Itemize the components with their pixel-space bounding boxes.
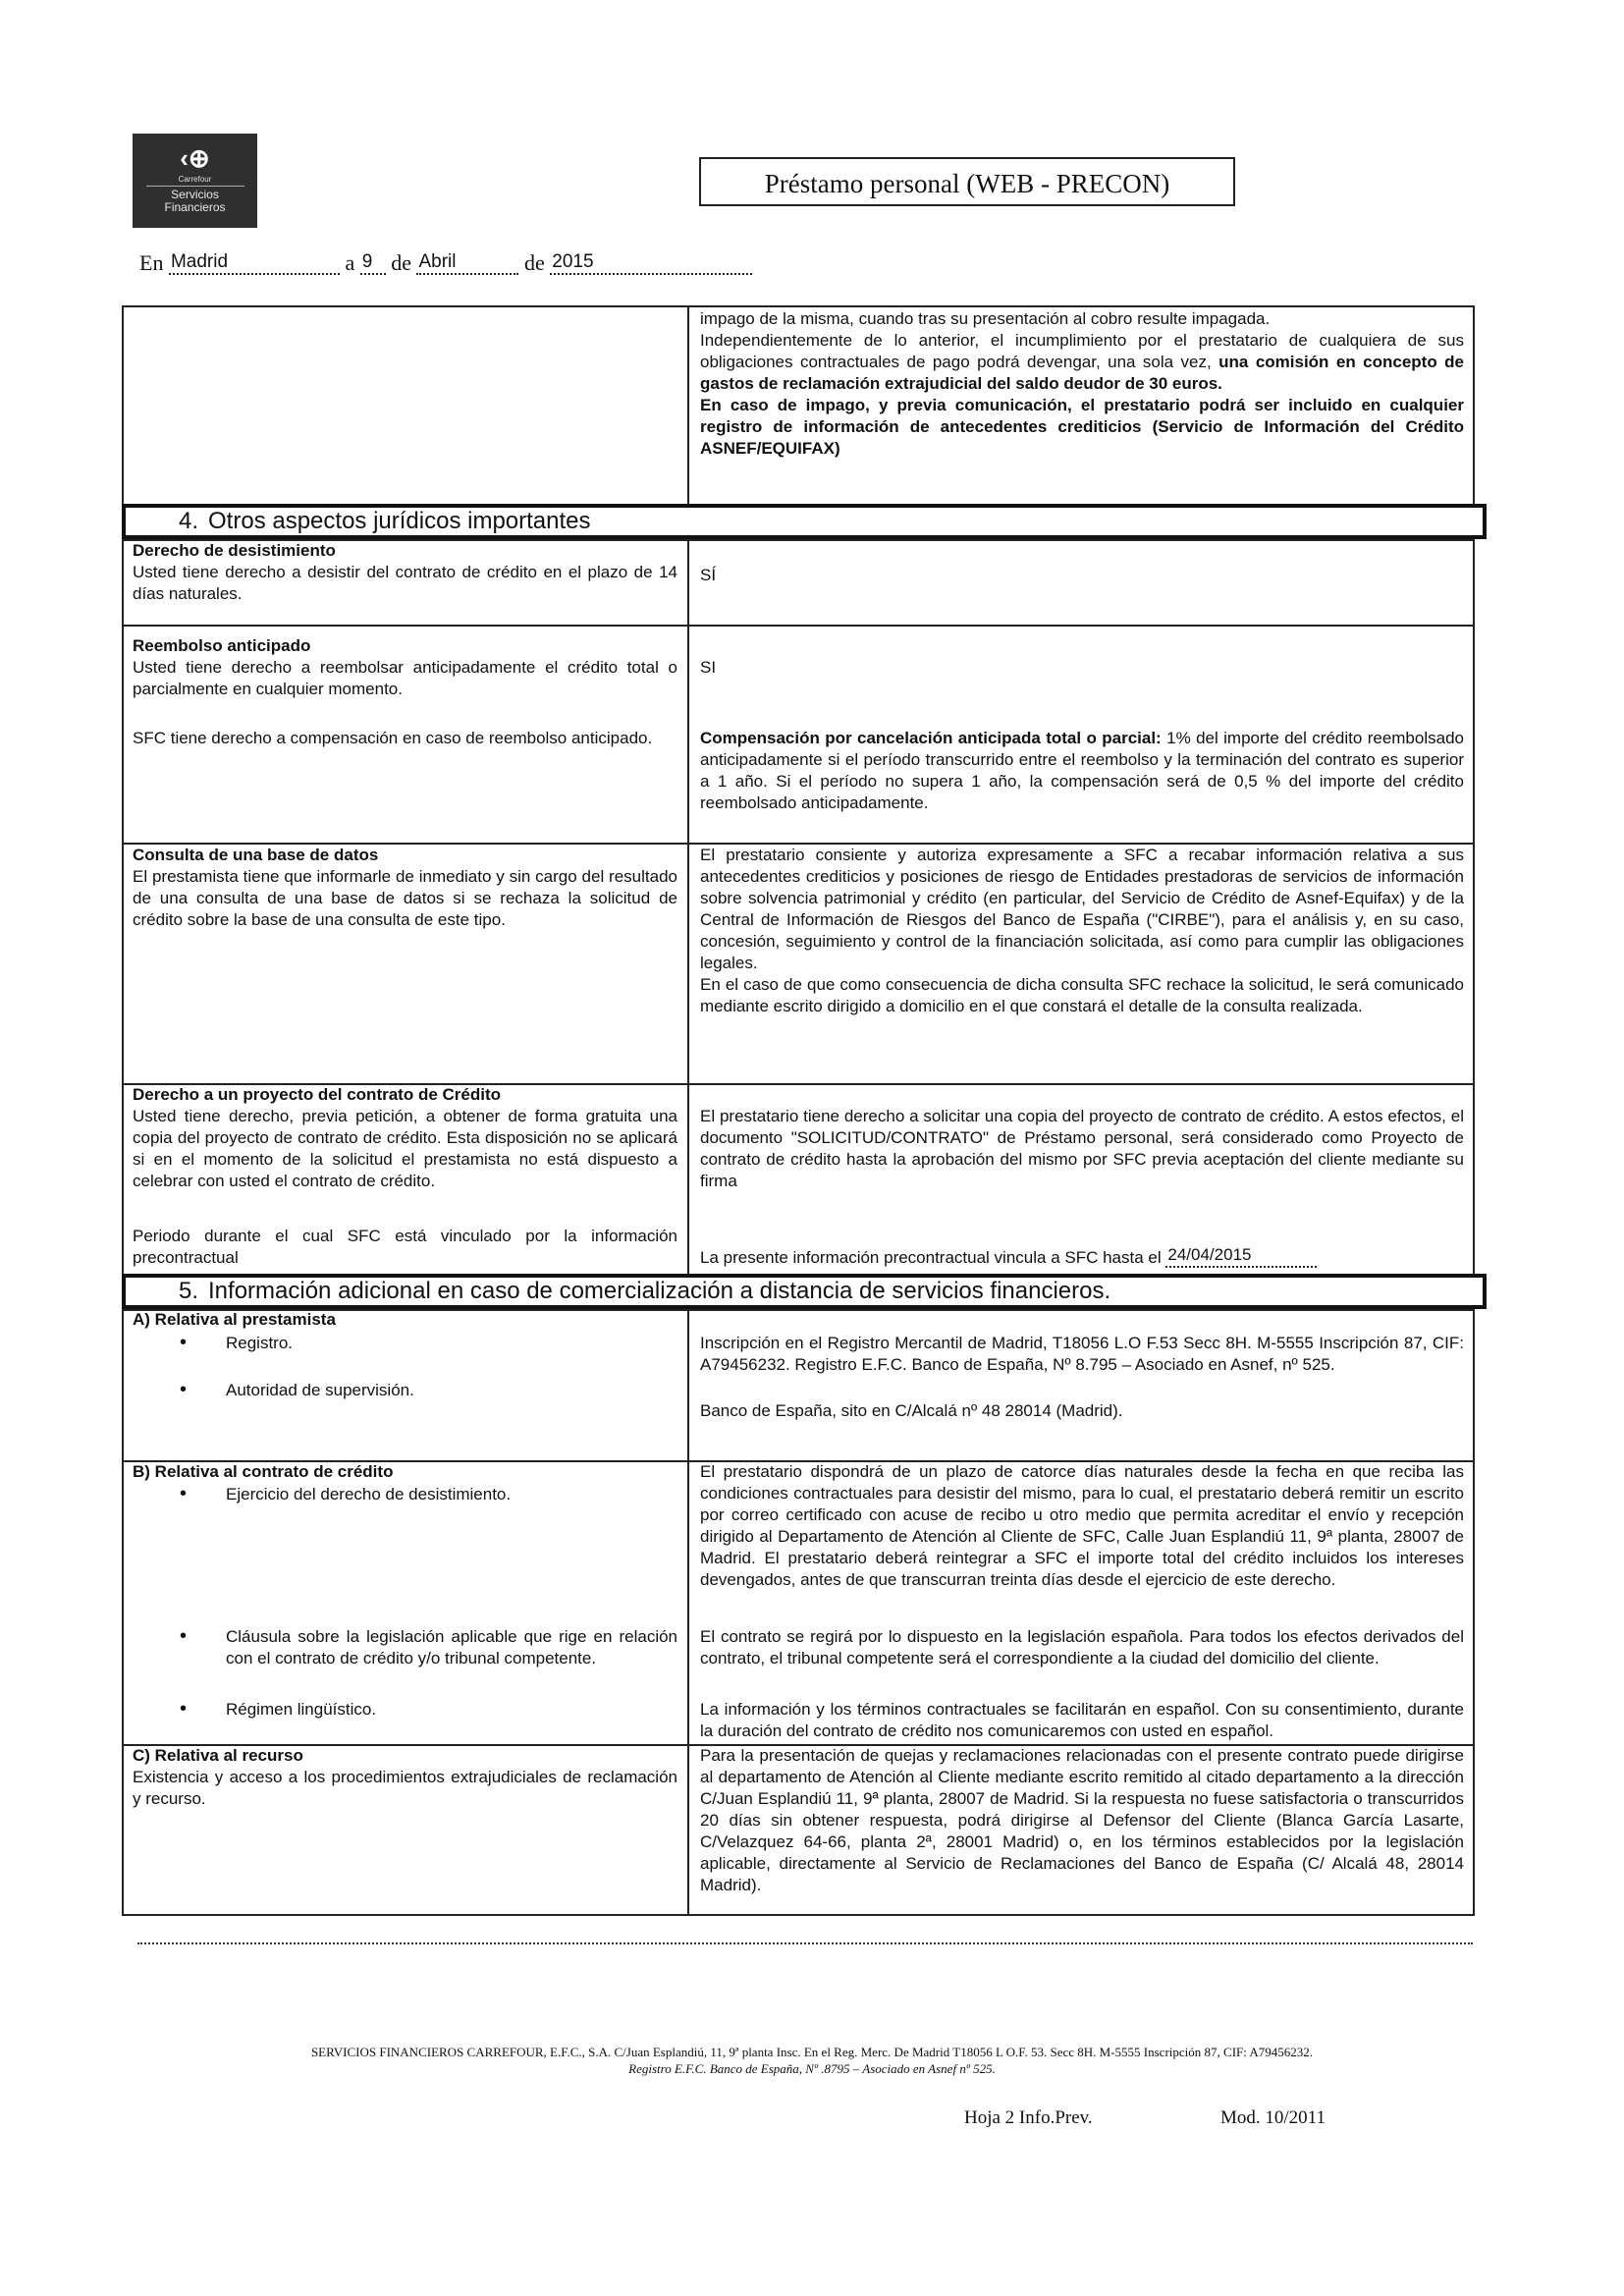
desistimiento-label: Ejercicio del derecho de desistimiento.	[226, 1485, 512, 1503]
consulta-heading: Consulta de una base de datos	[133, 846, 379, 864]
section5-header	[122, 1274, 1487, 1309]
proyecto-cell	[133, 1084, 677, 1192]
year-field[interactable]: 2015	[550, 251, 752, 275]
desistimiento-heading: Derecho de desistimiento	[133, 541, 336, 560]
compensation-detail: 1% del importe del crédito reembolsado anticipadamente si el período transcurrido entre el reembolso y la terminación del contrato es superior a 1 año. Si el período no supera 1 año, la compensación será de 0,5 % del importe del crédito reembolsado anticipadamente.	[700, 729, 1464, 812]
top-line3-bold: En caso de impago, y previa comunicación, el prestatario podrá ser incluido en cualquier registro de información de antecedentes crediticios (Servicio de Información del Crédito ASNEF/EQUIFAX)	[700, 396, 1464, 458]
top-block-text	[700, 308, 1464, 460]
section4-number: 4.	[179, 508, 199, 534]
logo-line1: Servicios	[171, 188, 219, 201]
legislacion-label: Cláusula sobre la legislación aplicable que rige en relación con el contrato de crédito y/o tribunal competente.	[226, 1627, 677, 1667]
reembolso-heading: Reembolso anticipado	[133, 636, 311, 655]
logo-line2: Financieros	[164, 200, 226, 214]
carrefour-logo	[133, 134, 257, 228]
month-field[interactable]: Abril	[416, 251, 518, 275]
section5b-item1: • Ejercicio del derecho de desistimiento.	[180, 1483, 512, 1504]
section4-title: Otros aspectos jurídicos importantes	[208, 508, 591, 534]
top-line2-plain: Independientemente de lo anterior, el incumplimiento por el prestatario de cualquiera de sus obligaciones contractuales de pago podrá devengar, una sola vez,	[700, 331, 1464, 371]
compensation-text	[700, 728, 1464, 814]
compensation-bold: Compensación por cancelación anticipada total o parcial:	[700, 729, 1162, 747]
document-title: Préstamo personal (WEB - PRECON)	[699, 157, 1235, 206]
city-field[interactable]: Madrid	[169, 251, 340, 275]
proyecto-right: El prestatario tiene derecho a solicitar una copia del proyecto de contrato de crédito. A estos efectos, el documento "SOLICITUD/CONTRATO" de Préstamo personal, será considerado como Proyecto de contrato de crédito hasta la aprobación del mismo por SFC previa aceptación del cliente mediante su firma	[700, 1107, 1464, 1190]
desistimiento-cell	[133, 540, 677, 605]
desistimiento-text: Usted tiene derecho a desistir del contrato de crédito en el plazo de 14 días naturales.	[133, 563, 677, 603]
section5-title: Información adicional en caso de comercialización a distancia de servicios financieros.	[208, 1278, 1111, 1304]
section5b-right2: El contrato se regirá por lo dispuesto en la legislación española. Para todos los efectos derivados del contrato, el tribunal competente será el correspondiente a la ciudad del domicilio del cliente.	[700, 1627, 1464, 1667]
section5b-item3: • Régimen lingüístico.	[180, 1698, 377, 1720]
date-prefix: En	[139, 250, 164, 275]
sfc-compensation-text: SFC tiene derecho a compensación en caso de reembolso anticipado.	[133, 729, 653, 747]
section5a-right1: Inscripción en el Registro Mercantil de Madrid, T18056 L.O F.53 Secc 8H. M-5555 Inscripción 87, CIF: A79456232. Registro E.F.C. Banco de España, Nº 8.795 – Asociado en Asnef, nº 525.	[700, 1334, 1464, 1374]
section5b-item2: • Cláusula sobre la legislación aplicable que rige en relación con el contrato de crédito y/o tribunal competente.	[180, 1625, 677, 1667]
registro-label: Registro.	[226, 1334, 294, 1352]
periodo-right	[700, 1247, 1317, 1271]
periodo-text: Periodo durante el cual SFC está vinculado por la información precontractual	[133, 1227, 677, 1267]
regimen-label: Régimen lingüístico.	[226, 1700, 377, 1719]
reembolso-text: Usted tiene derecho a reembolsar anticipadamente el crédito total o parcialmente en cualquier momento.	[133, 658, 677, 698]
section5c-cell	[133, 1745, 677, 1810]
date-de1: de	[391, 250, 411, 275]
dotted-divider	[137, 1942, 1473, 1944]
section5a-heading: A) Relativa al prestamista	[133, 1310, 336, 1329]
proyecto-text: Usted tiene derecho, previa petición, a obtener de forma gratuita una copia del proyecto de contrato de crédito. Esta disposición no se aplicará si en el momento de la solicitud el prestamista no está dispuesto a celebrar con usted el contrato de crédito.	[133, 1107, 677, 1190]
section4-header	[122, 504, 1487, 539]
consulta-cell	[133, 845, 677, 931]
top-line2-bold: una comisión en concepto de gastos de reclamación extrajudicial del saldo deudor de 30 euros.	[700, 353, 1464, 393]
reembolso-cell	[133, 635, 677, 700]
section5b-right3: La información y los términos contractuales se facilitarán en español. Con su consentimiento, durante la duración del contrato de crédito nos comunicaremos con usted en español.	[700, 1700, 1464, 1740]
model-indicator: Mod. 10/2011	[1220, 2107, 1326, 2128]
date-line	[139, 250, 752, 278]
periodo-date-field[interactable]: 24/04/2015	[1165, 1244, 1317, 1268]
reembolso-value: SI	[700, 658, 717, 677]
section5b-heading: B) Relativa al contrato de crédito	[133, 1462, 394, 1481]
carrefour-logo-icon: ‹⊕	[180, 143, 210, 173]
desistimiento-value: SÍ	[700, 566, 717, 584]
consulta-text: El prestamista tiene que informarle de inmediato y sin cargo del resultado de una consulta de una base de datos si se rechaza la solicitud de crédito sobre la base de una consulta de este tipo.	[133, 867, 677, 929]
day-field[interactable]: 9	[360, 251, 386, 275]
autoridad-label: Autoridad de supervisión.	[226, 1381, 414, 1399]
top-line1: impago de la misma, cuando tras su presentación al cobro resulte impagada.	[700, 309, 1271, 328]
section5b-right1: El prestatario dispondrá de un plazo de catorce días naturales desde la fecha en que reciba las condiciones contractuales para desistir del mismo, para lo cual, el prestatario deberá remitir un escrito por correo certificado con acuse de recibo u otro medio que permita acreditar el envío y recepción dirigido al Departamento de Atención al Cliente de SFC, Calle Juan Esplandiú 11, 9ª planta, 28007 de Madrid. El prestatario deberá reintegrar a SFC el importe total del crédito incluidos los intereses devengados, antes de que transcurran treinta días desde el ejercicio de este derecho.	[700, 1462, 1464, 1589]
consulta-right1: El prestatario consiente y autoriza expresamente a SFC a recabar información relativa a sus antecedentes crediticios y posiciones de riesgo de Entidades prestadoras de servicios de información sobre solvencia patrimonial y crédito (en particular, del Servicio de Crédito de Asnef-Equifax) y de la Central de Información de Riesgos del Banco de España ("CIRBE"), para el análisis y, en su caso, concesión, seguimiento y control de la financiación solicitada, así como para cumplir las obligaciones legales.	[700, 846, 1464, 972]
page-indicator: Hoja 2 Info.Prev.	[964, 2107, 1093, 2128]
periodo-right-text: La presente información precontractual vincula a SFC hasta el	[700, 1248, 1162, 1267]
section5a-item2: • Autoridad de supervisión.	[180, 1379, 414, 1400]
footer-company-line1: SERVICIOS FINANCIEROS CARREFOUR, E.F.C., S.A. C/Juan Esplandiú, 11, 9ª planta Insc. En el Reg. Merc. De Madrid T18056 L O.F. 53. Secc 8H. M-5555 Inscripción 87, CIF: A79456232.	[310, 2045, 1314, 2059]
proyecto-heading: Derecho a un proyecto del contrato de Crédito	[133, 1085, 502, 1104]
logo-brand: Carrefour	[178, 175, 212, 184]
section5c-heading: C) Relativa al recurso	[133, 1746, 303, 1765]
section5c-text: Existencia y acceso a los procedimientos extrajudiciales de reclamación y recurso.	[133, 1768, 677, 1808]
date-a: a	[345, 250, 355, 275]
consulta-right2: En el caso de que como consecuencia de dicha consulta SFC rechace la solicitud, le será comunicado mediante escrito dirigido a domicilio en el que constará el detalle de la consulta realizada.	[700, 975, 1464, 1015]
footer-company-line2: Registro E.F.C. Banco de España, Nº .8795 – Asociado en Asnef nº 525.	[628, 2061, 996, 2076]
section5a-item1: • Registro.	[180, 1332, 294, 1353]
section5c-right: Para la presentación de quejas y reclamaciones relacionadas con el presente contrato puede dirigirse al departamento de Atención al Cliente mediante escrito remitido al citado departamento a la dirección C/Juan Esplandiú 11, 9ª planta, 28007 de Madrid. Si la respuesta no fuese satisfactoria o transcurridos 20 días sin obtener respuesta, podrá dirigirse al Defensor del Cliente (Blanca García Lasarte, C/Velazquez 64-66, planta 2ª, 28001 Madrid) o, en los términos establecidos por la legislación aplicable, directamente al Servicio de Reclamaciones del Banco de España (C/ Alcalá 48, 28014 Madrid).	[700, 1746, 1464, 1894]
consulta-right	[700, 845, 1464, 1017]
section5a-right2: Banco de España, sito en C/Alcalá nº 48 28014 (Madrid).	[700, 1401, 1123, 1420]
section5-number: 5.	[179, 1278, 199, 1304]
date-de2: de	[523, 250, 545, 275]
